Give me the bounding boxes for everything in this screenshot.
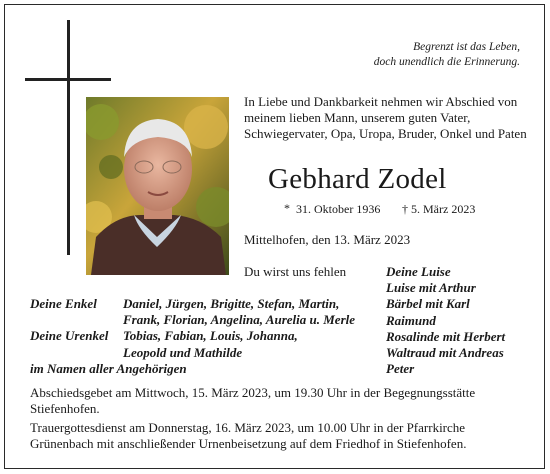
relation-names [123,296,355,361]
birth-date-text: 31. Oktober 1936 [296,202,381,216]
family-member: Luise mit Arthur [386,280,476,296]
quote-line-1: Begrenzt ist das Leben, [413,41,520,53]
enkel-names-2: Frank, Florian, Angelina, Aurelia u. Merle [123,312,356,328]
place-date: Mittelhofen, den 13. März 2023 [244,232,411,247]
family-member: Bärbel mit Karl [386,296,470,312]
urenkel-label: Deine Urenkel [30,328,109,344]
quote [374,40,520,70]
family-member: Waltraud mit Andreas [386,345,504,361]
enkel-names-1: Daniel, Jürgen, Brigitte, Stefan, Martin, [123,296,340,311]
family-member: Peter [386,361,415,377]
portrait-image [86,97,229,275]
portrait-photo [86,97,229,275]
intro-text: In Liebe und Dankbarkeit nehmen wir Abschied von meinem lieben Mann, unserem guten Vater, Schwiegervater, Opa, Uropa, Bruder, Onkel und Paten [244,94,527,141]
farewell-announcement: Abschiedsgebet am Mittwoch, 15. März 2023, um 19.30 Uhr in der Begegnungsstätte Stiefenhofen. [30,385,476,416]
death-date-text: 5. März 2023 [411,202,476,216]
birth-star-icon: * [284,201,290,215]
cross-bar [25,78,111,81]
quote-line-2: doch unendlich die Erinnerung. [373,56,520,68]
funeral-announcement: Trauergottesdienst am Donnerstag, 16. März 2023, um 10.00 Uhr in der Pfarrkirche Grünenbach mit anschließender Urnenbeisetzung auf dem Friedhof in Stiefenhofen. [30,420,467,451]
deceased-name: Gebhard Zodel [268,163,447,195]
all-relatives: im Namen aller Angehörigen [30,360,187,376]
enkel-label: Deine Enkel [30,296,97,311]
cross-icon [67,20,70,255]
family-member: Rosalinde mit Herbert [386,328,506,344]
death-date [402,202,475,217]
birth-date [284,202,380,217]
family-list [386,264,505,377]
missing-text: Du wirst uns fehlen [244,264,347,279]
urenkel-names-2: Leopold und Mathilde [123,344,243,360]
family-member: Deine Luise [386,264,451,279]
family-member: Raimund [386,312,436,328]
urenkel-names-1: Tobias, Fabian, Louis, Johanna, [123,328,298,344]
death-cross-icon: † [402,202,408,216]
